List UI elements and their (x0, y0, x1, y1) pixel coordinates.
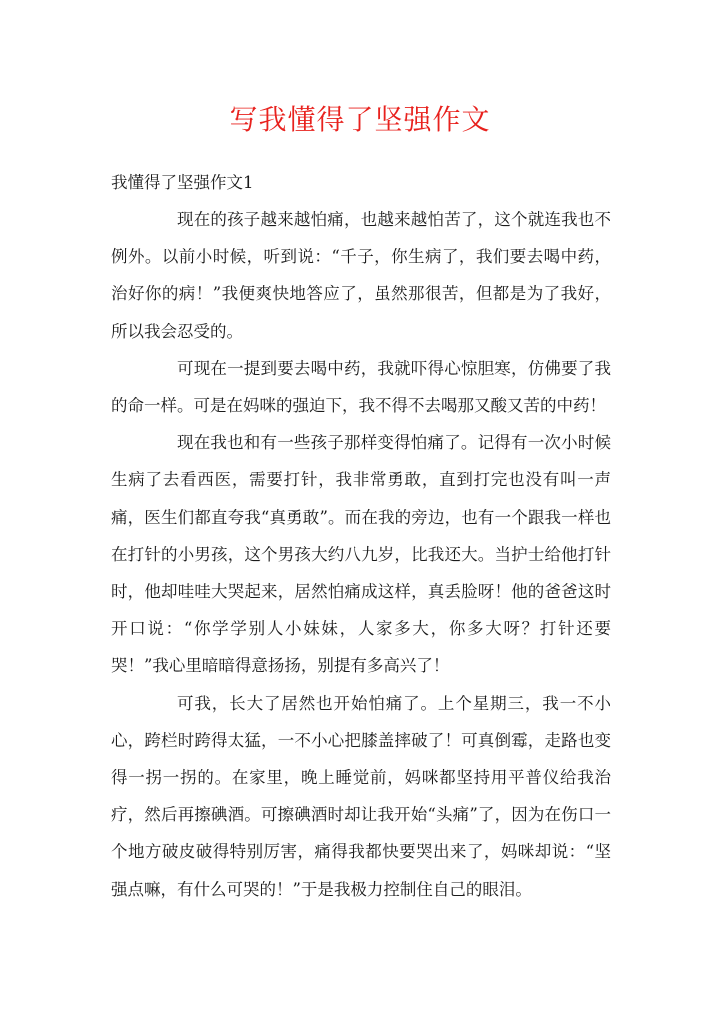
paragraph: 现在的孩子越来越怕痛，也越来越怕苦了，这个就连我也不例外。以前小时候，听到说：“千子，你生病了，我们要去喝中药，治好你的病！”我便爽快地答应了，虽然那很苦，但都是为了我好，所以我会忍受的。 (111, 210, 611, 341)
paragraph: 可现在一提到要去喝中药，我就吓得心惊胆寒，仿佛要了我的命一样。可是在妈咪的强迫下，我不得不去喝那又酸又苦的中药！ (111, 358, 611, 416)
paragraph: 现在我也和有一些孩子那样变得怕痛了。记得有一次小时候生病了去看西医，需要打针，我非常勇敢，直到打完也没有叫一声痛，医生们都直夸我“真勇敢”。而在我的旁边，也有一个跟我一样也在打针的小男孩，这个男孩大约八九岁，比我还大。当护士给他打针时，他却哇哇大哭起来，居然怕痛成这样，真丢脸呀！他的爸爸这时开口说：“你学学别人小妹妹，人家多大，你多大呀？打针还要哭！”我心里暗暗得意扬扬，别提有多高兴了！ (111, 433, 611, 676)
document-title: 写我懂得了坚强作文 (229, 103, 491, 136)
paragraph: 可我，长大了居然也开始怕痛了。上个星期三，我一不小心，跨栏时跨得太猛，一不小心把膝盖摔破了！可真倒霉，走路也变得一拐一拐的。在家里，晚上睡觉前，妈咪都坚持用平普仪给我治疗，然后再擦碘酒。可擦碘酒时却让我开始“头痛”了，因为在伤口一个地方破皮破得特别厉害，痛得我都快要哭出来了，妈咪却说：“坚强点嘛，有什么可哭的！”于是我极力控制住自己的眼泪。 (111, 693, 611, 899)
essay-subtitle: 我懂得了坚强作文1 (111, 173, 254, 192)
essay-body (111, 201, 611, 908)
